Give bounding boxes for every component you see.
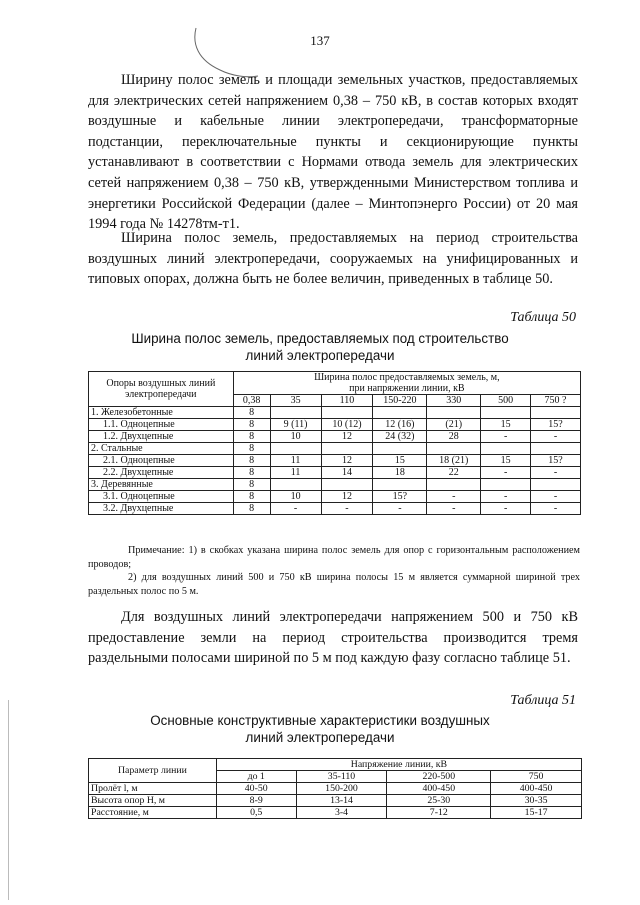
table-51-row-label: Высота опор H, м <box>89 795 217 807</box>
table-row <box>89 491 581 503</box>
table-50-cell: 8 <box>233 443 270 455</box>
table-50-cell <box>373 479 427 491</box>
table-51-group-header: Напряжение линии, кВ <box>216 759 581 771</box>
table-row <box>89 443 581 455</box>
table-51-title <box>60 712 580 746</box>
table-50-cell: 14 <box>321 467 373 479</box>
table-50-note-1: Примечание: 1) в скобках указана ширина полос земель для опор с горизонтальным расположением проводов; <box>88 545 580 570</box>
table-50-voltage-header: 110 <box>321 395 373 407</box>
table-51-header-row <box>89 759 582 771</box>
table-row <box>89 479 581 491</box>
table-50-label: Таблица 50 <box>510 310 576 325</box>
table-51 <box>88 758 582 819</box>
table-row <box>89 431 581 443</box>
table-row <box>89 455 581 467</box>
table-row <box>89 783 582 795</box>
table-50-cell: 12 (16) <box>373 419 427 431</box>
table-50-cell <box>427 479 481 491</box>
page-number: 137 <box>310 33 330 48</box>
table-50-cell: 9 (11) <box>270 419 321 431</box>
table-50-cell: 12 <box>321 455 373 467</box>
table-50-cell: 10 <box>270 491 321 503</box>
table-50-cell: - <box>481 503 531 515</box>
table-50-cell: - <box>481 491 531 503</box>
table-51-row-label: Расстояние, м <box>89 807 217 819</box>
table-50-row-label: 3.2. Двухцепные <box>89 503 234 515</box>
table-51-cell: 7-12 <box>387 807 491 819</box>
table-50-cell: - <box>531 431 581 443</box>
table-row <box>89 407 581 419</box>
table-50-voltage-header: 35 <box>270 395 321 407</box>
table-51-cell: 30-35 <box>491 795 582 807</box>
table-50-cell <box>321 443 373 455</box>
table-50-cell: 8 <box>233 407 270 419</box>
table-51-voltage-header: 220-500 <box>387 771 491 783</box>
table-50-cell <box>427 407 481 419</box>
table-50-cell: 10 (12) <box>321 419 373 431</box>
table-50-cell: - <box>427 503 481 515</box>
table-50-cell <box>531 479 581 491</box>
table-50-voltage-header: 500 <box>481 395 531 407</box>
table-50-cell: 8 <box>233 467 270 479</box>
table-50-row-label: 3.1. Одноцепные <box>89 491 234 503</box>
table-50-cell: 15 <box>373 455 427 467</box>
table-50-cell: 28 <box>427 431 481 443</box>
table-50-cell <box>321 407 373 419</box>
table-51-title-line2: линий электропередачи <box>245 730 395 745</box>
table-50-row-label: 2.1. Одноцепные <box>89 455 234 467</box>
table-50-cell: 15? <box>531 419 581 431</box>
table-50-cell: 12 <box>321 491 373 503</box>
table-50-cell: - <box>373 503 427 515</box>
table-51-voltage-header: до 1 <box>216 771 296 783</box>
table-50-cell: - <box>427 491 481 503</box>
table-51-cell: 400-450 <box>491 783 582 795</box>
scan-edge-line <box>8 700 9 900</box>
paragraph-3: Для воздушных линий электропередачи напряжением 500 и 750 кВ предоставление земли на период строительства производится тремя раздельными полосами шириной по 5 м под каждую фазу согласно таблице 51. <box>88 609 578 667</box>
table-50-group-header <box>233 372 580 395</box>
table-50-group-header-line2: при напряжении линии, кВ <box>349 383 465 394</box>
table-50-cell: 11 <box>270 467 321 479</box>
table-51-cell: 40-50 <box>216 783 296 795</box>
table-50-note-2: 2) для воздушных линий 500 и 750 кВ ширина полосы 15 м является суммарной шириной трех раздельных полос по 5 м. <box>88 572 580 597</box>
table-50-cell <box>427 443 481 455</box>
table-50-cell <box>270 407 321 419</box>
table-50-cell <box>481 407 531 419</box>
table-row <box>89 807 582 819</box>
table-50-cell: 12 <box>321 431 373 443</box>
table-50-cell: 8 <box>233 419 270 431</box>
table-51-cell: 3-4 <box>296 807 387 819</box>
table-50-title-line2: линий электропередачи <box>245 348 395 363</box>
table-50-cell <box>373 407 427 419</box>
table-50-cell: - <box>531 503 581 515</box>
table-50-row-label: 2.2. Двухцепные <box>89 467 234 479</box>
table-50 <box>88 371 581 515</box>
table-50-row-label: 2. Стальные <box>89 443 234 455</box>
table-50-cell: 24 (32) <box>373 431 427 443</box>
table-50-voltage-header: 0,38 <box>233 395 270 407</box>
table-51-voltage-header: 35-110 <box>296 771 387 783</box>
table-50-cell: - <box>481 431 531 443</box>
table-51-cell: 150-200 <box>296 783 387 795</box>
table-50-cell: (21) <box>427 419 481 431</box>
table-50-cell: 18 (21) <box>427 455 481 467</box>
table-50-cell: 11 <box>270 455 321 467</box>
table-50-cell: - <box>270 503 321 515</box>
table-50-col1-header: Опоры воздушных линий электропередачи <box>89 372 234 407</box>
table-50-cell <box>531 407 581 419</box>
table-51-voltage-header: 750 <box>491 771 582 783</box>
table-50-cell: 22 <box>427 467 481 479</box>
table-50-cell <box>270 479 321 491</box>
table-50-voltage-header: 750 ? <box>531 395 581 407</box>
table-51-label: Таблица 51 <box>510 693 576 708</box>
table-50-row-label: 1.2. Двухцепные <box>89 431 234 443</box>
table-row <box>89 467 581 479</box>
table-50-cell: - <box>531 467 581 479</box>
table-50-cell: - <box>481 467 531 479</box>
table-50-row-label: 1. Железобетонные <box>89 407 234 419</box>
table-50-note <box>88 544 580 598</box>
table-50-cell <box>481 443 531 455</box>
table-51-cell: 8-9 <box>216 795 296 807</box>
table-50-voltage-header: 150-220 <box>373 395 427 407</box>
table-50-cell: 8 <box>233 479 270 491</box>
table-50-cell <box>481 479 531 491</box>
table-row <box>89 419 581 431</box>
table-50-row-label: 3. Деревянные <box>89 479 234 491</box>
table-50-cell: 10 <box>270 431 321 443</box>
table-51-cell: 15-17 <box>491 807 582 819</box>
table-50-title-line1: Ширина полос земель, предоставляемых под строительство <box>131 331 509 346</box>
table-50-header-row <box>89 372 581 395</box>
table-51-row-label: Пролёт l, м <box>89 783 217 795</box>
table-51-col1-header: Параметр линии <box>89 759 217 783</box>
table-50-voltage-header: 330 <box>427 395 481 407</box>
table-50-cell: 15 <box>481 455 531 467</box>
table-50-cell: - <box>531 491 581 503</box>
table-50-row-label: 1.1. Одноцепные <box>89 419 234 431</box>
table-50-group-header-line1: Ширина полос предоставляемых земель, м, <box>314 372 500 383</box>
table-51-cell: 13-14 <box>296 795 387 807</box>
table-50-cell <box>373 443 427 455</box>
table-50-cell: 8 <box>233 491 270 503</box>
table-50-cell: 15? <box>373 491 427 503</box>
table-51-cell: 0,5 <box>216 807 296 819</box>
table-50-cell: 8 <box>233 455 270 467</box>
table-50-cell: 8 <box>233 503 270 515</box>
table-row <box>89 503 581 515</box>
table-51-cell: 400-450 <box>387 783 491 795</box>
table-50-cell: 8 <box>233 431 270 443</box>
table-row <box>89 795 582 807</box>
table-50-cell: 15? <box>531 455 581 467</box>
table-50-cell: 18 <box>373 467 427 479</box>
table-50-title <box>60 330 580 364</box>
table-50-cell <box>531 443 581 455</box>
paragraph-2: Ширина полос земель, предоставляемых на период строительства воздушных линий электропередачи, сооружаемых на унифицированных и типовых опорах, должна быть не более величин, приведенных в таблице 50. <box>88 230 578 288</box>
table-50-cell <box>321 479 373 491</box>
table-51-cell: 25-30 <box>387 795 491 807</box>
paragraph-1: Ширину полос земель и площади земельных участков, предоставляемых для электрических сетей напряжением 0,38 – 750 кВ, в состав которых входят воздушные и кабельные линии электропередачи, трансформаторные подстанции, переключательные пункты и секционирующие пункты устанавливают в соответствии с Нормами отвода земель для электрических сетей напряжением 0,38 – 750 кВ, утвержденными Министерством топлива и энергетики Российской Федерации (далее – Минтопэнерго России) от 20 мая 1994 года № 14278тм-т1. <box>88 72 578 233</box>
table-50-cell <box>270 443 321 455</box>
table-50-cell: 15 <box>481 419 531 431</box>
table-51-title-line1: Основные конструктивные характеристики воздушных <box>150 713 490 728</box>
table-50-cell: - <box>321 503 373 515</box>
